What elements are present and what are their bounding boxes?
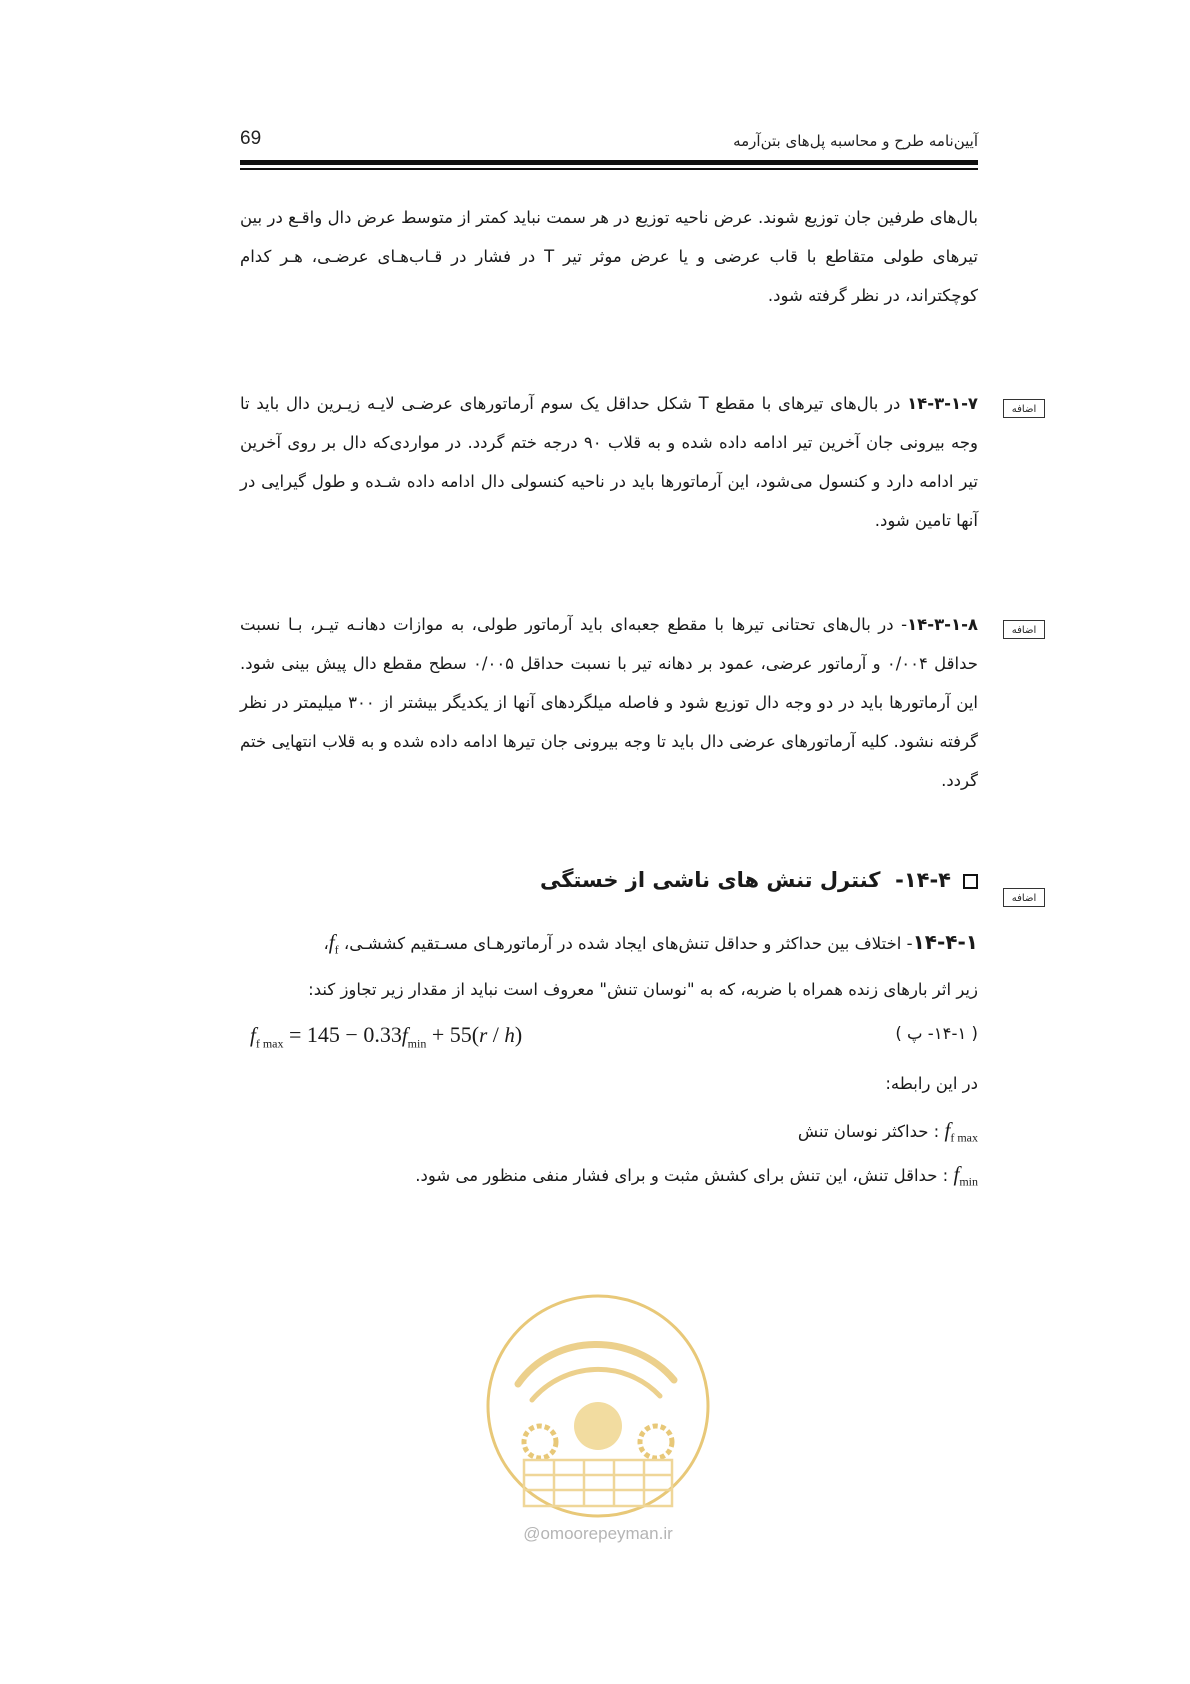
definitions-intro: در این رابطه:: [885, 1074, 978, 1093]
paragraph-continuation: بال‌های طرفین جان توزیع شوند. عرض ناحیه توزیع در هر سمت نباید کمتر از متوسط عرض دال واقـع در بین تیرهای طولی متقاطع با قاب عرضی و یا عرض موثر تیر T در فشار در قـاب‌هـای عرضـی، هـر کدام کوچکتراند، در نظر گرفته شود.: [240, 208, 978, 305]
paragraph-clause-14-3-1-7: [240, 384, 978, 540]
paragraph-clause-14-3-1-8: [240, 605, 978, 800]
clause-line-2: زیر اثر بارهای زنده همراه با ضربه، که به "نوسان تنش" معروف است نباید از مقدار زیر تجاوز کند:: [308, 980, 978, 999]
header-rule-thick: [240, 160, 978, 165]
definition-ffmax: $f_{f max}$ : حداکثر نوسان تنش: [797, 1118, 978, 1145]
equation-formula: $f_{f max} = 145 - 0.33f_{min} + 55(r / h)$: [250, 1022, 523, 1051]
symbol-ffmax: $f_{f max}$: [944, 1118, 978, 1145]
clause-number: ۱۴-۳-۱-۸: [907, 615, 978, 634]
watermark-seal-icon: [484, 1292, 712, 1520]
clause-text: - در بال‌های تحتانی تیرها با مقطع جعبه‌ای باید آرماتور طولی، به موازات دهانـه تیـر، بـا نسبت حداقل ۰/۰۰۴ و آرماتور عرضی، عمود بر دهانه تیر با نسبت حداقل ۰/۰۰۵ سطح مقطع دال پیش بینی شود. این آرماتورها باید در دو وجه دال توزیع شود و فاصله میلگردهای آنها از یکدیگر بیشتر از ۳۰۰ میلیمتر در نظر گرفته نشود. کلیه آرماتورهای عرضی دال باید تا وجه بیرونی جان تیرها ادامه داده شده و به قلاب انتهایی ختم گردد.: [240, 615, 978, 790]
note-tag-addition: اضافه: [1003, 888, 1045, 907]
page-number: 69: [240, 128, 262, 149]
symbol-ff: $f_f$: [328, 930, 339, 957]
clause-line-1: ۱۴-۴-۱- اختلاف بین حداکثر و حداقل تنش‌های ایجاد شده در آرماتورهـای مسـتقیم کششـی، $f_f،$: [323, 930, 978, 957]
note-tag-addition: اضافه: [1003, 399, 1045, 418]
section-title: کنترل تنش های ناشی از خستگی: [539, 868, 881, 892]
running-title: آیین‌نامه طرح و محاسبه پل‌های بتن‌آرمه: [733, 132, 978, 150]
section-number: ۱۴-۴-: [895, 868, 951, 892]
equation-number: ( ۱۴-۱- پ ): [895, 1024, 978, 1043]
checkbox-icon: [963, 874, 978, 889]
section-heading: [540, 868, 978, 892]
clause-number: ۱۴-۳-۱-۷: [907, 394, 978, 413]
note-tag-addition: اضافه: [1003, 620, 1045, 639]
clause-number: ۱۴-۴-۱: [912, 930, 978, 954]
watermark-caption: @omoorepeyman.ir: [523, 1524, 673, 1543]
clause-text: در بال‌های تیرهای با مقطع T شکل حداقل یک سوم آرماتورهای عرضـی لایـه زیـرین دال باید تا وجه بیرونی جان آخرین تیر ادامه داده شده و به قلاب ۹۰ درجه ختم گردد. در مواردی‌که دال بر روی آخرین تیر ادامه دارد و کنسول می‌شود، این آرماتورها باید در ناحیه کنسولی دال ادامه داده شـده و طول گیرایی در آنها تامین شود.: [240, 394, 978, 530]
clause-text: - اختلاف بین حداکثر و حداقل تنش‌های ایجاد شده در آرماتورهـای مسـتقیم کششـی،: [343, 934, 913, 953]
definition-fmin: $f_{min}$ : حداقل تنش، این تنش برای کشش مثبت و برای فشار منفی منظور می شود.: [415, 1162, 978, 1189]
header-rule-thin: [240, 168, 978, 170]
symbol-fmin: $f_{min}$: [953, 1162, 978, 1189]
